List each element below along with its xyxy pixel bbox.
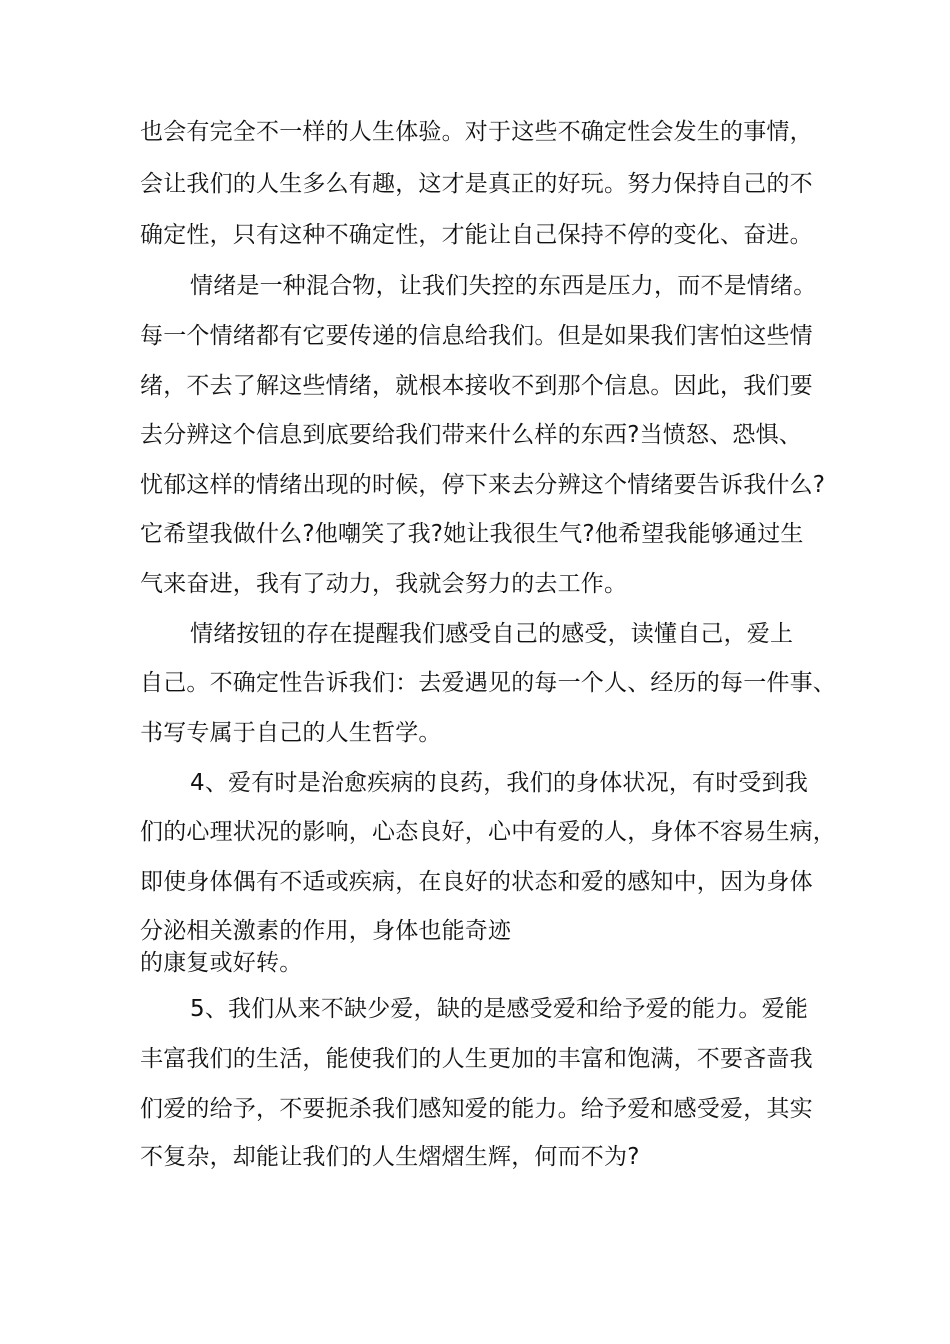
text-line: 气来奋进，我有了动力，我就会努力的去工作。	[140, 571, 628, 597]
text-line: 也会有完全不一样的人生体验。对于这些不确定性会发生的事情，	[140, 119, 813, 145]
text-line: 的康复或好转。	[140, 950, 303, 976]
paragraph-start-line: 5、我们从来不缺少爱，缺的是感受爱和给予爱的能力。爱能	[190, 996, 809, 1022]
text-line: 会让我们的人生多么有趣，这才是真正的好玩。努力保持自己的不	[140, 171, 813, 197]
text-line: 自己。不确定性告诉我们：去爱遇见的每一个人、经历的每一件事、	[140, 670, 836, 696]
text-line: 即使身体偶有不适或疾病，在良好的状态和爱的感知中，因为身体	[140, 869, 813, 895]
text-line: 去分辨这个信息到底要给我们带来什么样的东西?当愤怒、恐惧、	[140, 422, 803, 448]
text-line: 不复杂，却能让我们的人生熠熠生辉，何而不为?	[140, 1144, 640, 1170]
text-line: 书写专属于自己的人生哲学。	[140, 720, 442, 746]
text-line: 它希望我做什么?他嘲笑了我?她让我很生气?他希望我能够通过生	[140, 521, 804, 547]
text-line: 绪，不去了解这些情绪，就根本接收不到那个信息。因此，我们要	[140, 373, 813, 399]
text-line: 确定性，只有这种不确定性，才能让自己保持不停的变化、奋进。	[140, 222, 813, 248]
text-line: 们的心理状况的影响，心态良好，心中有爱的人，身体不容易生病，	[140, 819, 836, 845]
text-line: 忧郁这样的情绪出现的时候，停下来去分辨这个情绪要告诉我什么?	[140, 472, 826, 498]
paragraph-start-line: 情绪按钮的存在提醒我们感受自己的感受，读懂自己，爱上	[190, 621, 794, 647]
paragraph-start-line: 情绪是一种混合物，让我们失控的东西是压力，而不是情绪。	[190, 273, 817, 299]
text-line: 分泌相关激素的作用，身体也能奇迹	[140, 918, 512, 944]
text-line: 每一个情绪都有它要传递的信息给我们。但是如果我们害怕这些情	[140, 323, 813, 349]
text-line: 丰富我们的生活，能使我们的人生更加的丰富和饱满，不要吝啬我	[140, 1046, 813, 1072]
paragraph-start-line: 4、爱有时是治愈疾病的良药，我们的身体状况，有时受到我	[190, 770, 809, 796]
text-line: 们爱的给予，不要扼杀我们感知爱的能力。给予爱和感受爱，其实	[140, 1096, 813, 1122]
